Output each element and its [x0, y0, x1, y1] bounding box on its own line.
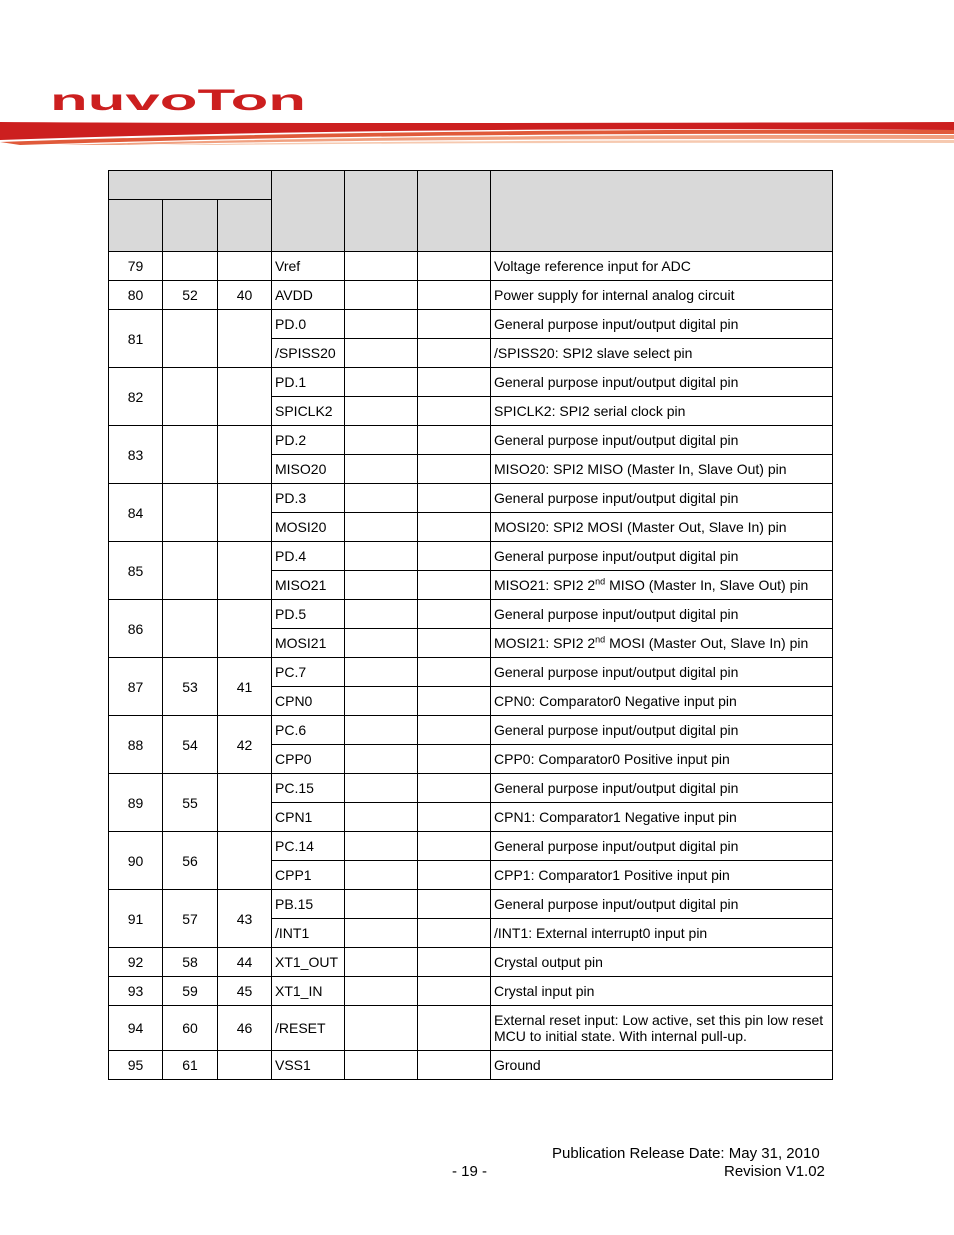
header-pkg-2	[163, 200, 218, 252]
pin-type-cell	[345, 513, 418, 542]
pin-description-cell: General purpose input/output digital pin	[491, 368, 833, 397]
pin-mode-cell	[418, 281, 491, 310]
pin-number-cell	[163, 426, 218, 484]
pin-type-cell	[345, 310, 418, 339]
pin-number-cell: 57	[163, 890, 218, 948]
pin-mode-cell	[418, 484, 491, 513]
pin-description-cell: General purpose input/output digital pin	[491, 600, 833, 629]
pin-type-cell	[345, 658, 418, 687]
pin-name-cell: XT1_OUT	[272, 948, 345, 977]
pin-name-cell: PC.7	[272, 658, 345, 687]
pin-type-cell	[345, 571, 418, 600]
pin-number-cell: 82	[109, 368, 163, 426]
pin-number-cell	[218, 600, 272, 658]
pin-mode-cell	[418, 397, 491, 426]
pin-number-cell: 85	[109, 542, 163, 600]
pin-description-cell: /INT1: External interrupt0 input pin	[491, 919, 833, 948]
header-band	[0, 112, 954, 152]
table-row	[109, 774, 833, 803]
pin-description-cell: General purpose input/output digital pin	[491, 774, 833, 803]
pin-number-cell: 86	[109, 600, 163, 658]
pin-description-cell	[491, 571, 833, 600]
pin-number-cell	[163, 368, 218, 426]
pin-number-cell	[163, 484, 218, 542]
pin-number-cell	[163, 600, 218, 658]
pin-name-cell: AVDD	[272, 281, 345, 310]
table-row	[109, 600, 833, 629]
pin-type-cell	[345, 629, 418, 658]
table-row	[109, 948, 833, 977]
pin-description-cell: Crystal input pin	[491, 977, 833, 1006]
pin-description-cell: General purpose input/output digital pin	[491, 832, 833, 861]
pin-type-cell	[345, 977, 418, 1006]
pin-number-cell	[218, 484, 272, 542]
pin-number-cell: 40	[218, 281, 272, 310]
pin-number-cell	[218, 368, 272, 426]
header-col-description	[491, 171, 833, 252]
table-row	[109, 281, 833, 310]
header-pkg-3	[218, 200, 272, 252]
table-row	[109, 977, 833, 1006]
pin-number-cell: 91	[109, 890, 163, 948]
pin-type-cell	[345, 861, 418, 890]
table-row	[109, 1051, 833, 1080]
pin-mode-cell	[418, 716, 491, 745]
pin-name-cell: PC.6	[272, 716, 345, 745]
pin-number-cell: 93	[109, 977, 163, 1006]
pin-number-cell: 59	[163, 977, 218, 1006]
pin-number-cell	[218, 1051, 272, 1080]
pin-type-cell	[345, 716, 418, 745]
pin-name-cell: Vref	[272, 252, 345, 281]
pin-number-cell	[218, 542, 272, 600]
description-text: MOSI (Master Out, Slave In) pin	[605, 635, 809, 651]
pin-description-cell: General purpose input/output digital pin	[491, 716, 833, 745]
pin-name-cell: MISO21	[272, 571, 345, 600]
pin-number-cell: 41	[218, 658, 272, 716]
pin-mode-cell	[418, 310, 491, 339]
pin-type-cell	[345, 281, 418, 310]
pin-number-cell: 90	[109, 832, 163, 890]
pin-number-cell: 52	[163, 281, 218, 310]
pin-mode-cell	[418, 339, 491, 368]
table-row	[109, 484, 833, 513]
pin-mode-cell	[418, 571, 491, 600]
pin-number-cell: 83	[109, 426, 163, 484]
pin-name-cell: VSS1	[272, 1051, 345, 1080]
pin-number-cell	[163, 542, 218, 600]
pin-type-cell	[345, 252, 418, 281]
pin-mode-cell	[418, 426, 491, 455]
pin-number-cell: 46	[218, 1006, 272, 1051]
pin-number-cell	[163, 252, 218, 281]
pin-type-cell	[345, 803, 418, 832]
pin-description-cell: MISO20: SPI2 MISO (Master In, Slave Out) pin	[491, 455, 833, 484]
pin-mode-cell	[418, 542, 491, 571]
pin-mode-cell	[418, 600, 491, 629]
pin-name-cell: PD.0	[272, 310, 345, 339]
pin-type-cell	[345, 774, 418, 803]
pin-name-cell: MISO20	[272, 455, 345, 484]
pin-mode-cell	[418, 861, 491, 890]
pin-mode-cell	[418, 803, 491, 832]
pin-number-cell	[163, 310, 218, 368]
pin-type-cell	[345, 832, 418, 861]
pin-mode-cell	[418, 948, 491, 977]
pin-name-cell: CPP1	[272, 861, 345, 890]
pin-name-cell: MOSI21	[272, 629, 345, 658]
pin-description-table	[108, 170, 833, 1080]
pin-name-cell: MOSI20	[272, 513, 345, 542]
pin-description-cell: CPN0: Comparator0 Negative input pin	[491, 687, 833, 716]
pin-number-cell	[218, 426, 272, 484]
pin-type-cell	[345, 339, 418, 368]
pin-type-cell	[345, 890, 418, 919]
pin-mode-cell	[418, 629, 491, 658]
pin-name-cell: PD.5	[272, 600, 345, 629]
pin-number-cell: 84	[109, 484, 163, 542]
pin-description-cell: Ground	[491, 1051, 833, 1080]
pin-type-cell	[345, 1006, 418, 1051]
table-row	[109, 890, 833, 919]
pin-number-cell: 89	[109, 774, 163, 832]
table-row	[109, 1006, 833, 1051]
pin-type-cell	[345, 745, 418, 774]
pin-mode-cell	[418, 977, 491, 1006]
pin-number-cell: 42	[218, 716, 272, 774]
pin-mode-cell	[418, 1006, 491, 1051]
header-col-mode	[418, 171, 491, 252]
pin-description-cell: CPN1: Comparator1 Negative input pin	[491, 803, 833, 832]
pin-type-cell	[345, 542, 418, 571]
pin-name-cell: CPN0	[272, 687, 345, 716]
pin-mode-cell	[418, 919, 491, 948]
pin-description-cell: Voltage reference input for ADC	[491, 252, 833, 281]
description-text: MISO (Master In, Slave Out) pin	[605, 577, 809, 593]
pin-type-cell	[345, 426, 418, 455]
ordinal-suffix: nd	[595, 576, 606, 587]
pin-number-cell: 58	[163, 948, 218, 977]
footer-page-number: - 19 -	[452, 1163, 488, 1180]
pin-number-cell: 81	[109, 310, 163, 368]
pin-name-cell: SPICLK2	[272, 397, 345, 426]
table-row	[109, 716, 833, 745]
pin-name-cell: CPP0	[272, 745, 345, 774]
pin-number-cell	[218, 774, 272, 832]
pin-description-cell: General purpose input/output digital pin	[491, 426, 833, 455]
pin-number-cell: 61	[163, 1051, 218, 1080]
pin-description-cell: Crystal output pin	[491, 948, 833, 977]
pin-mode-cell	[418, 513, 491, 542]
description-text: MOSI21: SPI2 2	[494, 635, 596, 651]
pin-type-cell	[345, 1051, 418, 1080]
pin-type-cell	[345, 919, 418, 948]
pin-name-cell: PC.15	[272, 774, 345, 803]
table-row	[109, 426, 833, 455]
pin-mode-cell	[418, 1051, 491, 1080]
pin-description-cell: MOSI20: SPI2 MOSI (Master Out, Slave In) pin	[491, 513, 833, 542]
footer-release-date: Publication Release Date: May 31, 2010	[552, 1145, 820, 1162]
footer-revision: Revision V1.02	[724, 1163, 825, 1180]
pin-description-cell: CPP1: Comparator1 Positive input pin	[491, 861, 833, 890]
pin-mode-cell	[418, 745, 491, 774]
pin-number-cell: 80	[109, 281, 163, 310]
pin-number-cell: 88	[109, 716, 163, 774]
ordinal-suffix: nd	[595, 634, 606, 645]
pin-type-cell	[345, 484, 418, 513]
pin-mode-cell	[418, 890, 491, 919]
pin-description-cell: General purpose input/output digital pin	[491, 658, 833, 687]
pin-description-cell	[491, 629, 833, 658]
pin-number-cell: 54	[163, 716, 218, 774]
pin-number-cell: 45	[218, 977, 272, 1006]
pin-mode-cell	[418, 774, 491, 803]
header-col-type	[345, 171, 418, 252]
pin-description-cell: CPP0: Comparator0 Positive input pin	[491, 745, 833, 774]
pin-name-cell: PD.2	[272, 426, 345, 455]
pin-number-cell: 87	[109, 658, 163, 716]
pin-number-cell: 92	[109, 948, 163, 977]
pin-number-cell: 53	[163, 658, 218, 716]
pin-description-cell: General purpose input/output digital pin	[491, 542, 833, 571]
pin-number-cell: 55	[163, 774, 218, 832]
pin-type-cell	[345, 687, 418, 716]
pin-number-cell	[218, 310, 272, 368]
pin-number-cell: 60	[163, 1006, 218, 1051]
header-pkg-1	[109, 200, 163, 252]
pin-mode-cell	[418, 687, 491, 716]
pin-number-cell: 79	[109, 252, 163, 281]
pin-name-cell: PD.1	[272, 368, 345, 397]
pin-description-cell: Power supply for internal analog circuit	[491, 281, 833, 310]
pin-type-cell	[345, 948, 418, 977]
header-col-name	[272, 171, 345, 252]
table-row	[109, 832, 833, 861]
header-pin-group	[109, 171, 272, 200]
nuvoton-logo	[50, 88, 310, 114]
pin-mode-cell	[418, 252, 491, 281]
pin-number-cell	[218, 252, 272, 281]
pin-number-cell: 44	[218, 948, 272, 977]
pin-name-cell: /SPISS20	[272, 339, 345, 368]
table-row	[109, 252, 833, 281]
pin-mode-cell	[418, 832, 491, 861]
pin-name-cell: XT1_IN	[272, 977, 345, 1006]
pin-description-cell: External reset input: Low active, set this pin low reset MCU to initial state. With internal pull-up.	[491, 1006, 833, 1051]
pin-description-cell: /SPISS20: SPI2 slave select pin	[491, 339, 833, 368]
pin-name-cell: PD.4	[272, 542, 345, 571]
pin-name-cell: PD.3	[272, 484, 345, 513]
pin-mode-cell	[418, 455, 491, 484]
pin-name-cell: /INT1	[272, 919, 345, 948]
pin-type-cell	[345, 600, 418, 629]
pin-type-cell	[345, 397, 418, 426]
table-row	[109, 368, 833, 397]
pin-description-cell: General purpose input/output digital pin	[491, 890, 833, 919]
pin-mode-cell	[418, 658, 491, 687]
pin-type-cell	[345, 368, 418, 397]
pin-name-cell: CPN1	[272, 803, 345, 832]
pin-number-cell: 56	[163, 832, 218, 890]
pin-description-cell: SPICLK2: SPI2 serial clock pin	[491, 397, 833, 426]
description-text: MISO21: SPI2 2	[494, 577, 596, 593]
pin-number-cell: 94	[109, 1006, 163, 1051]
pin-name-cell: /RESET	[272, 1006, 345, 1051]
pin-number-cell: 43	[218, 890, 272, 948]
table-row	[109, 658, 833, 687]
table-row	[109, 310, 833, 339]
pin-number-cell	[218, 832, 272, 890]
pin-description-cell: General purpose input/output digital pin	[491, 310, 833, 339]
logo-text: nuvoTon	[50, 88, 306, 114]
table-row	[109, 542, 833, 571]
pin-name-cell: PC.14	[272, 832, 345, 861]
pin-name-cell: PB.15	[272, 890, 345, 919]
pin-number-cell: 95	[109, 1051, 163, 1080]
pin-description-cell: General purpose input/output digital pin	[491, 484, 833, 513]
pin-type-cell	[345, 455, 418, 484]
pin-mode-cell	[418, 368, 491, 397]
